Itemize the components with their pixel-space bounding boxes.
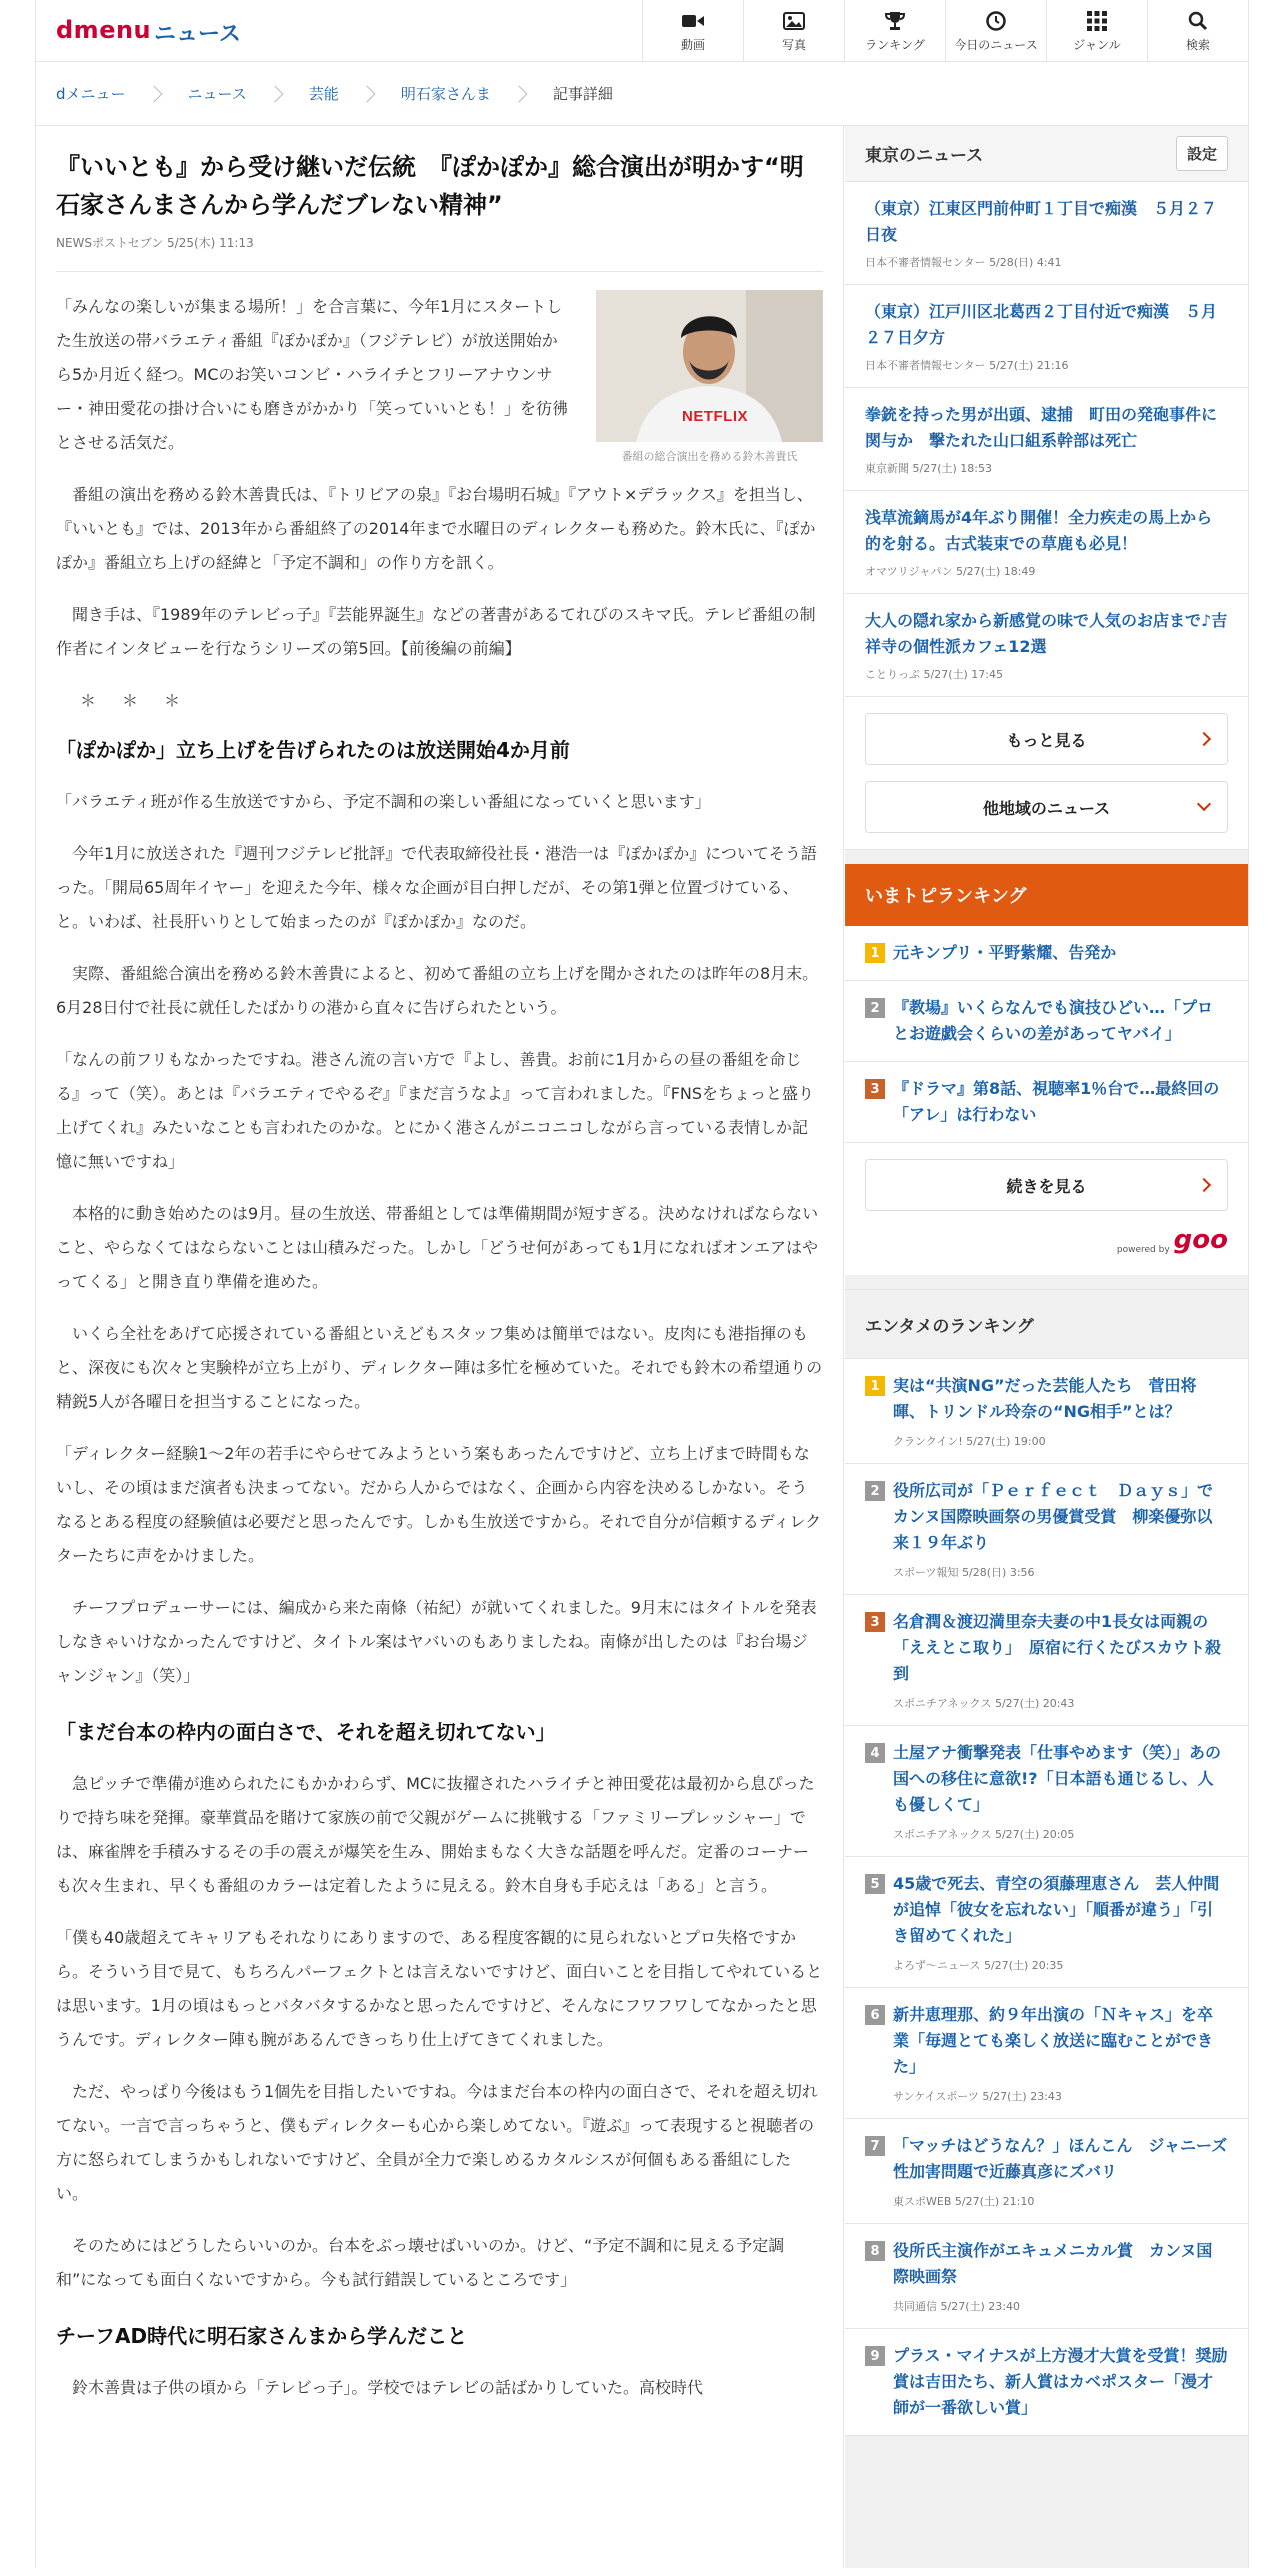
topic-ranking-item[interactable] xyxy=(845,1062,1248,1143)
news-time: 5/27(土) 23:40 xyxy=(940,2300,1020,2313)
news-time: 5/27(土) 19:00 xyxy=(966,1435,1046,1448)
rank-number-badge: 2 xyxy=(865,998,885,1018)
local-news-meta xyxy=(865,460,1228,476)
nav-genre-button[interactable] xyxy=(1046,0,1147,62)
article-paragraph: 鈴木善貴は子供の頃から「テレビっ子」。学校ではテレビの話ばかりしていた。高校時代 xyxy=(72,2378,704,2397)
local-news-headline[interactable]: 拳銃を持った男が出頭、逮捕 町田の発砲事件に関与か 撃たれた山口組系幹部は死亡 xyxy=(865,405,1218,450)
news-source: 共同通信 xyxy=(893,2300,937,2313)
article-paragraph: 番組の演出を務める鈴木善貴氏は、『トリビアの泉』『お台場明石城』『アウト×デラックス』を担当し、『いいとも』では、2013年から番組終了の2014年まで水曜日のディレクターも務めた。鈴木氏に、『ぽかぽか』番組立ち上げの経緯と「予定不調和」の作り方を訊く。 xyxy=(56,485,816,572)
article-photo[interactable] xyxy=(596,290,823,442)
rank-number-badge: 9 xyxy=(865,2346,885,2366)
news-source: 東京新聞 xyxy=(865,462,909,475)
entertainment-ranking-item[interactable] xyxy=(845,1595,1248,1726)
article-paragraph: 「バラエティ班が作る生放送ですから、予定不調和の楽しい番組になっていくと思います」 xyxy=(56,792,711,811)
nav-photo-button[interactable] xyxy=(743,0,844,62)
article-paragraph: 「僕も40歳超えてキャリアもそれなりにありますので、ある程度客観的に見られないとプロ失格ですから。そういう目で見て、もちろんパーフェクトとは言えないですけど、面白いことを目指してやれているとは思います。1月の頃はもっとバタバタするかなと思ったんですけど、そんなにフワフワしてなかったと思うんです。ディレクター陣も腕があるんできっちり仕上げてきてくれました。 xyxy=(56,1928,823,2049)
news-time: 5/27(土) 21:16 xyxy=(989,359,1069,372)
news-section-title[interactable]: ニュース xyxy=(154,22,241,47)
local-news-meta xyxy=(865,254,1228,270)
section-divider: ＊＊＊ xyxy=(80,691,207,710)
breadcrumb-news[interactable]: ニュース xyxy=(187,85,247,103)
news-time: 5/27(土) 23:43 xyxy=(982,2090,1062,2103)
local-news-box xyxy=(845,126,1248,850)
local-news-title: 東京のニュース xyxy=(865,146,984,166)
local-news-item[interactable] xyxy=(845,594,1248,697)
article-source[interactable]: NEWSポストセブン xyxy=(56,236,164,250)
article-paragraph: 実際、番組総合演出を務める鈴木善貴によると、初めて番組の立ち上げを聞かされたのは昨年の8月末。6月28日付で社長に就任したばかりの港から直々に告げられたという。 xyxy=(56,964,819,1017)
site-header xyxy=(36,0,1248,62)
chevron-right-icon xyxy=(145,85,162,102)
breadcrumb-sanma[interactable]: 明石家さんま xyxy=(400,85,491,103)
rank-number-badge: 3 xyxy=(865,1612,885,1632)
topic-ranking-item[interactable] xyxy=(845,926,1248,981)
rank-number-badge: 1 xyxy=(865,943,885,963)
nav-genre-label: ジャンル xyxy=(1073,37,1121,52)
rank-number-badge: 7 xyxy=(865,2136,885,2156)
article-paragraph: チーフプロデューサーには、編成から来た南條（祐紀）が就いてくれました。9月末にはタイトルを発表しなきゃいけなかったんですけど、タイトル案はヤバいのもありましたね。南條が出したのは『お台場ジャンジャン』（笑）」 xyxy=(56,1598,817,1685)
nav-search-label: 検索 xyxy=(1185,37,1210,52)
breadcrumb-current: 記事詳細 xyxy=(552,85,613,103)
rank-number-badge: 4 xyxy=(865,1743,885,1763)
article-paragraph: 聞き手は、『1989年のテレビっ子』『芸能界誕生』などの著書があるてれびのスキマ氏。テレビ番組の制作者にインタビューを行なうシリーズの第5回。【前後編の前編】 xyxy=(56,605,816,658)
news-time: 5/27(土) 18:49 xyxy=(955,565,1036,578)
article-paragraph: そのためにはどうしたらいいのか。台本をぶっ壊せばいいのか。けど、“予定不調和に見える予定調和”になっても面白くないですから。今も試行錯誤しているところです」 xyxy=(56,2236,785,2289)
news-source: 東スポWEB xyxy=(893,2195,952,2208)
nav-ranking-button[interactable] xyxy=(844,0,945,62)
article-paragraph: ただ、やっぱり今後はもう1個先を目指したいですね。今はまだ台本の枠内の面白さで、それを超え切れてない。一言で言っちゃうと、僕もディレクターも心から楽しめてない。『遊ぶ』って表現すると視聴者の方に怒られてしまうかもしれないですけど、全員が全力で楽しめるカタルシスが何個もある番組にしたい。 xyxy=(56,2082,818,2203)
news-source: よろず～ニュース xyxy=(893,1959,981,1972)
continue-label: 続きを見る xyxy=(1006,1176,1087,1196)
content-wrapper xyxy=(35,0,1249,2568)
entertainment-ranking-headline[interactable]: 役所広司が「Ｐｅｒｆｅｃｔ Ｄａｙｓ」でカンヌ国際映画祭の男優賞受賞 柳楽優弥以来１９年ぶり xyxy=(893,1481,1214,1552)
entertainment-ranking-item[interactable] xyxy=(845,2119,1248,2224)
news-time: 5/27(土) 17:45 xyxy=(923,668,1003,681)
chevron-right-icon xyxy=(266,85,283,102)
search-icon xyxy=(1186,10,1210,32)
ranking-meta xyxy=(893,1957,1228,1973)
topic-ranking-box xyxy=(845,864,1248,1275)
article-subheading: 「ぽかぽか」立ち上げを告げられたのは放送開始4か月前 xyxy=(56,738,570,762)
chevron-right-icon xyxy=(1197,732,1211,746)
breadcrumb xyxy=(36,62,1248,126)
continue-button[interactable] xyxy=(865,1159,1228,1211)
goo-logo: goo xyxy=(1173,1225,1228,1255)
news-time: 5/27(土) 20:05 xyxy=(994,1828,1075,1841)
nav-ranking-label: ランキング xyxy=(865,37,925,52)
news-time: 5/27(土) 21:10 xyxy=(954,2195,1035,2208)
ranking-meta xyxy=(893,2088,1228,2104)
news-source: サンケイスポーツ xyxy=(893,2090,979,2103)
local-news-item[interactable] xyxy=(845,491,1248,594)
article-paragraph: 「なんの前フリもなかったですね。港さん流の言い方で『よし、善貴。お前に1月からの昼の番組を命じる』って（笑）。あとは『バラエティでやるぞ』『まだ言うなよ』って言われました。『FNSをちょっと盛り上げてくれ』みたいなことも言われたのかな。とにかく港さんがニコニコしながら言っている表情しか記憶に無いですね」 xyxy=(56,1050,815,1171)
article-paragraph: 「ディレクター経験1〜2年の若手にやらせてみようという案もあったんですけど、立ち上げまで時間もないし、その頃はまだ演者も決まってない。だから人からではなく、企画から内容を決めるしかない。そうなるとある程度の経験値は必要だと思ったんです。しかも生放送ですから。それで自分が信頼するディレクターたちに声をかけました。 xyxy=(56,1444,822,1565)
topic-ranking-list xyxy=(845,926,1248,1143)
entertainment-ranking-item[interactable] xyxy=(845,1464,1248,1595)
entertainment-ranking-headline[interactable]: プラス・マイナスが上方漫才大賞を受賞！奨励賞は吉田たち、新人賞はカベポスター「漫才師が一番欲しい賞」 xyxy=(893,2346,1228,2417)
rank-number-badge: 8 xyxy=(865,2241,885,2261)
breadcrumb-dmenu[interactable]: dメニュー xyxy=(56,85,126,103)
article-date: 5/25(木) 11:13 xyxy=(167,236,254,250)
article-figure xyxy=(596,290,823,464)
article-meta xyxy=(56,234,823,272)
article-paragraph: 「みんなの楽しいが集まる場所！」を合言葉に、今年1月にスタートした生放送の帯バラエティ番組『ぽかぽか』（フジテレビ）が放送開始から5か月近く経つ。MCのお笑いコンビ・ハライチとフリーアナウンサー・神田愛花の掛け合いにも磨きがかかり「笑っていいとも！」を彷彿とさせる活気だ。 xyxy=(56,297,569,452)
rank-number-badge: 5 xyxy=(865,1874,885,1894)
chevron-down-icon xyxy=(1197,797,1211,811)
article-title: 『いいとも』から受け継いだ伝統 『ぽかぽか』総合演出が明かす“明石家さんまさんから学んだブレない精神” xyxy=(56,153,804,219)
ranking-meta xyxy=(893,1564,1228,1580)
entertainment-ranking-headline[interactable]: 「マッチはどうなん？」ほんこん ジャニーズ性加害問題で近藤真彦にズバリ xyxy=(893,2136,1228,2181)
topic-ranking-headline[interactable]: 『ドラマ』第8話、視聴率1％台で…最終回の「アレ」は行わない xyxy=(893,1079,1220,1124)
powered-by-goo[interactable] xyxy=(845,1211,1248,1275)
news-source: スポニチアネックス xyxy=(893,1697,992,1710)
local-news-meta xyxy=(865,563,1228,579)
news-time: 5/27(土) 18:53 xyxy=(912,462,992,475)
settings-button[interactable]: 設定 xyxy=(1176,136,1228,171)
entertainment-ranking-headline[interactable]: 役所氏主演作がエキュメニカル賞 カンヌ国際映画祭 xyxy=(893,2241,1213,2286)
article-body xyxy=(56,290,823,2405)
news-time: 5/27(土) 20:35 xyxy=(983,1959,1064,1972)
news-source: スポニチアネックス xyxy=(893,1828,992,1841)
news-time: 5/28(日) 4:41 xyxy=(989,256,1062,269)
breadcrumb-entertainment[interactable]: 芸能 xyxy=(308,85,339,103)
news-time: 5/28(日) 3:56 xyxy=(962,1566,1035,1579)
powered-by-label: powered by xyxy=(1116,1245,1170,1255)
entertainment-ranking-item[interactable] xyxy=(845,1988,1248,2119)
dmenu-logo[interactable]: dmenu xyxy=(56,16,152,44)
entertainment-ranking-headline[interactable]: 新井恵理那、約９年出演の「Ｎキャス」を卒業「毎週とても楽しく放送に臨むことができた」 xyxy=(893,2005,1214,2076)
entertainment-ranking-item[interactable] xyxy=(845,2224,1248,2329)
news-source: クランクイン! xyxy=(893,1435,963,1448)
local-news-header xyxy=(845,126,1248,182)
article-paragraph: 急ピッチで準備が進められたにもかかわらず、MCに抜擢されたハライチと神田愛花は最初から息ぴったりで持ち味を発揮。豪華賞品を賭けて家族の前で父親がゲームに挑戦する「ファミリープレッシャー」では、麻雀牌を手積みするその手の震えが爆笑を生み、開始まもなく大きな話題を呼んだ。定番のコーナーも次々生まれ、早くも番組のカラーは定着したように見える。鈴木自身も手応えは「ある」と言う。 xyxy=(56,1774,815,1895)
clock-icon xyxy=(984,10,1008,32)
rank-number-badge: 1 xyxy=(865,1376,885,1396)
news-source: オマツリジャパン xyxy=(865,565,953,578)
more-news-button[interactable] xyxy=(865,713,1228,765)
news-time: 5/27(土) 20:43 xyxy=(994,1697,1075,1710)
topic-ranking-item[interactable] xyxy=(845,981,1248,1062)
local-news-item[interactable] xyxy=(845,388,1248,491)
nav-photo-label: 写真 xyxy=(781,37,806,52)
nav-video-label: 動画 xyxy=(680,37,705,52)
local-news-headline[interactable]: 大人の隠れ家から新感覚の味で人気のお店まで♪吉祥寺の個性派カフェ12選 xyxy=(865,611,1228,656)
sidebar xyxy=(845,126,1248,2568)
entertainment-ranking-headline[interactable]: 実は“共演NG”だった芸能人たち 菅田将暉、トリンドル玲奈の“NG相手”とは？ xyxy=(893,1376,1197,1421)
chevron-right-icon xyxy=(510,85,527,102)
ranking-meta xyxy=(893,2193,1228,2209)
photo-caption: 番組の総合演出を務める鈴木善貴氏 xyxy=(621,450,798,463)
topic-ranking-title: いまトピランキング xyxy=(845,864,1248,926)
news-source: 日本不審者情報センター xyxy=(865,256,986,269)
article-subheading: 「まだ台本の枠内の面白さで、それを超え切れてない」 xyxy=(56,1720,556,1744)
local-news-list xyxy=(845,182,1248,697)
photo-icon xyxy=(782,10,806,32)
rank-number-badge: 3 xyxy=(865,1079,885,1099)
article-paragraph: 今年1月に放送された『週刊フジテレビ批評』で代表取締役社長・港浩一は『ぽかぽか』についてそう語った。「開局65周年イヤー」を迎えた今年、様々な企画が目白押しだが、その第1弾と位置づけている、と。いわば、社長肝いりとして始まったのが『ぽかぽか』なのだ。 xyxy=(56,844,817,931)
header-nav xyxy=(642,0,1248,62)
other-region-button[interactable] xyxy=(865,781,1228,833)
grid-icon xyxy=(1085,10,1109,32)
news-source: ことりっぷ xyxy=(865,668,920,681)
other-region-label: 他地域のニュース xyxy=(982,798,1111,818)
news-source: 日本不審者情報センター xyxy=(865,359,986,372)
more-news-label: もっと見る xyxy=(1006,730,1087,750)
nav-today-news-button[interactable] xyxy=(945,0,1046,62)
ranking-meta xyxy=(893,2298,1228,2314)
entertainment-ranking-item[interactable] xyxy=(845,1857,1248,1988)
entertainment-ranking-item[interactable] xyxy=(845,2329,1248,2436)
rank-number-badge: 2 xyxy=(865,1481,885,1501)
local-news-meta xyxy=(865,666,1228,682)
ranking-meta xyxy=(893,1695,1228,1711)
photo-shirt-logo: NETFLIX xyxy=(682,408,748,425)
article-subheading: チーフAD時代に明石家さんまから学んだこと xyxy=(56,2324,468,2348)
local-news-headline[interactable]: 浅草流鏑馬が4年ぶり開催！全力疾走の馬上から的を射る。古式装束での草鹿も必見！ xyxy=(865,508,1213,553)
article-paragraph: 本格的に動き始めたのは9月。昼の生放送、帯番組としては準備期間が短すぎる。決めなければならないこと、やらなくてはならないことは山積みだった。しかし「どうせ何があっても1月になればオンエアはやってくる」と開き直り準備を進めた。 xyxy=(56,1204,819,1291)
ranking-meta xyxy=(893,1433,1228,1449)
local-news-headline[interactable]: （東京）江東区門前仲町１丁目で痴漢 ５月２７日夜 xyxy=(865,199,1218,244)
ranking-meta xyxy=(893,1826,1228,1842)
local-news-item[interactable] xyxy=(845,182,1248,285)
entertainment-ranking-item[interactable] xyxy=(845,1726,1248,1857)
nav-today-news-label: 今日のニュース xyxy=(954,37,1038,52)
nav-search-button[interactable] xyxy=(1147,0,1248,62)
chevron-right-icon xyxy=(358,85,375,102)
local-news-headline[interactable]: （東京）江戸川区北葛西２丁目付近で痴漢 ５月２７日夕方 xyxy=(865,302,1218,347)
topic-ranking-headline[interactable]: 『教場』いくらなんでも演技ひどい…「プロとお遊戯会くらいの差があってヤバイ」 xyxy=(893,998,1214,1043)
article-paragraph: いくら全社をあげて応援されている番組といえどもスタッフ集めは簡単ではない。皮肉にも港指揮のもと、深夜にも次々と実験枠が立ち上がり、ディレクター陣は多忙を極めていた。それでも鈴木の希望通りの精鋭5人が各曜日を担当することになった。 xyxy=(56,1324,823,1411)
entertainment-ranking-headline[interactable]: 45歳で死去、青空の須藤理恵さん 芸人仲間が追悼「彼女を忘れない」「順番が違う」「引き留めてくれた」 xyxy=(893,1874,1220,1945)
local-news-meta xyxy=(865,357,1228,373)
entertainment-ranking-title: エンタメのランキング xyxy=(845,1289,1248,1359)
chevron-right-icon xyxy=(1197,1178,1211,1192)
entertainment-ranking-headline[interactable]: 名倉潤＆渡辺満里奈夫妻の中1長女は両親の「ええとこ取り」 原宿に行くたびスカウト殺到 xyxy=(893,1612,1222,1683)
article-column xyxy=(36,126,844,2568)
entertainment-ranking-item[interactable] xyxy=(845,1359,1248,1464)
entertainment-ranking-list xyxy=(845,1359,1248,2436)
news-source: スポーツ報知 xyxy=(893,1566,959,1579)
video-camera-icon xyxy=(681,10,705,32)
trophy-icon xyxy=(883,10,907,32)
local-news-item[interactable] xyxy=(845,285,1248,388)
entertainment-ranking-headline[interactable]: 土屋アナ衝撃発表「仕事やめます（笑）」あの国への移住に意欲!?「日本語も通じるし、人も優しくて」 xyxy=(893,1743,1222,1814)
rank-number-badge: 6 xyxy=(865,2005,885,2025)
topic-ranking-headline[interactable]: 元キンプリ・平野紫耀、告発か xyxy=(893,943,1117,962)
nav-video-button[interactable] xyxy=(642,0,743,62)
